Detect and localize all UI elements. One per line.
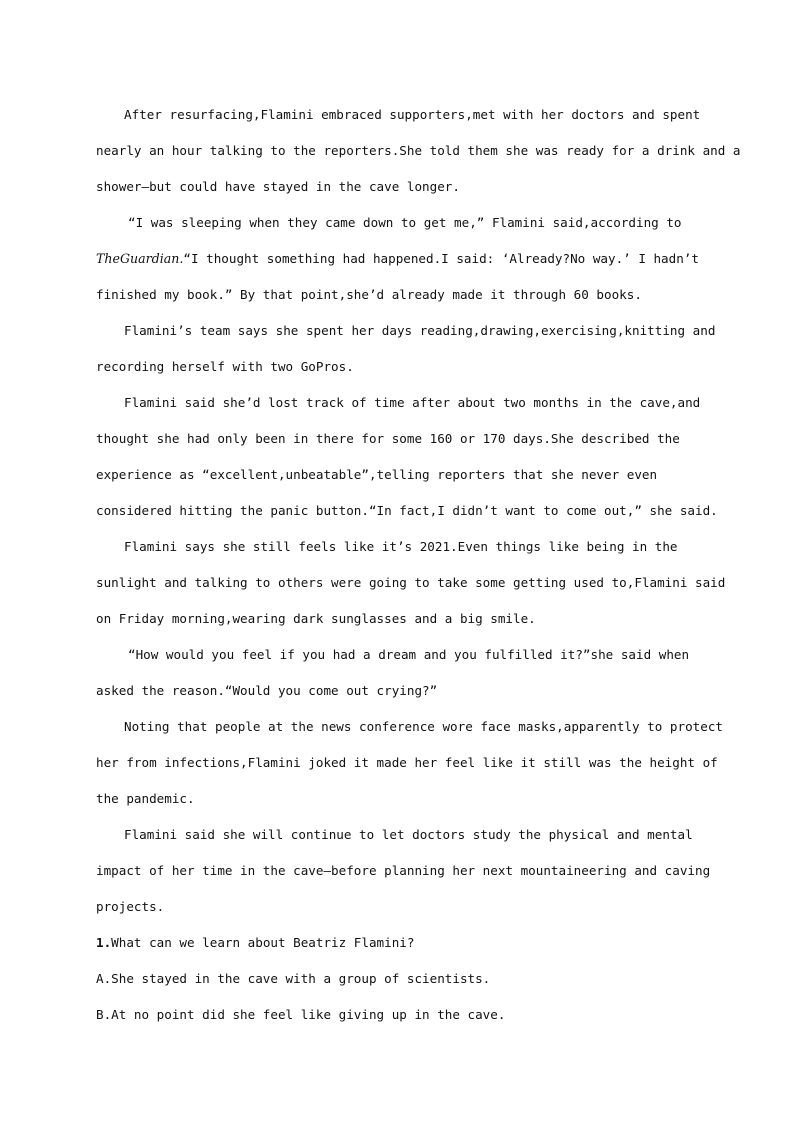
question-number: 1. [96,935,112,950]
paragraph-line: considered hitting the panic button.“In fact,I didn’t want to come out,” she said. [96,503,718,518]
paragraph-line: “I was sleeping when they came down to get me,” Flamini said,according to [128,215,682,230]
paragraph-line: recording herself with two GoPros. [96,359,354,374]
paragraph-line: thought she had only been in there for some 160 or 170 days.She described the [96,431,680,446]
paragraph-line: asked the reason.“Would you come out crying?” [96,683,438,698]
answer-option-b: B.At no point did she feel like giving up in the cave. [96,1007,506,1022]
source-name: TheGuardian. [96,251,184,266]
paragraph-line: Flamini said she will continue to let doctors study the physical and mental [124,827,693,842]
paragraph-line: Flamini says she still feels like it’s 2021.Even things like being in the [124,539,678,554]
paragraph-line: the pandemic. [96,791,195,806]
paragraph-line: Flamini’s team says she spent her days reading,drawing,exercising,knitting and [124,323,716,338]
paragraph-line: Flamini said she’d lost track of time after about two months in the cave,and [124,395,701,410]
answer-option-a: A.She stayed in the cave with a group of scientists. [96,971,491,986]
paragraph-line: finished my book.” By that point,she’d already made it through 60 books. [96,287,642,302]
paragraph-line: sunlight and talking to others were going to take some getting used to,Flamini said [96,575,726,590]
paragraph-line: projects. [96,899,165,914]
paragraph-line: shower—but could have stayed in the cave longer. [96,179,460,194]
paragraph-line: Noting that people at the news conference wore face masks,apparently to protect [124,719,723,734]
paragraph-line: on Friday morning,wearing dark sunglasses and a big smile. [96,611,536,626]
paragraph-line: After resurfacing,Flamini embraced supporters,met with her doctors and spent [124,107,701,122]
paragraph-line: “How would you feel if you had a dream and you fulfilled it?”she said when [128,647,690,662]
paragraph-line: nearly an hour talking to the reporters.She told them she was ready for a drink and a [96,143,741,158]
paragraph-line-with-source [96,251,699,267]
question-stem [96,935,414,951]
paragraph-line: her from infections,Flamini joked it made her feel like it still was the height of [96,755,718,770]
paragraph-line: experience as “excellent,unbeatable”,telling reporters that she never even [96,467,658,482]
paragraph-text: “I thought something had happened.I said: ‘Already?No way.’ I hadn’t [183,251,699,266]
paragraph-line: impact of her time in the cave—before planning her next mountaineering and caving [96,863,711,878]
question-text: What can we learn about Beatriz Flamini? [111,935,415,950]
